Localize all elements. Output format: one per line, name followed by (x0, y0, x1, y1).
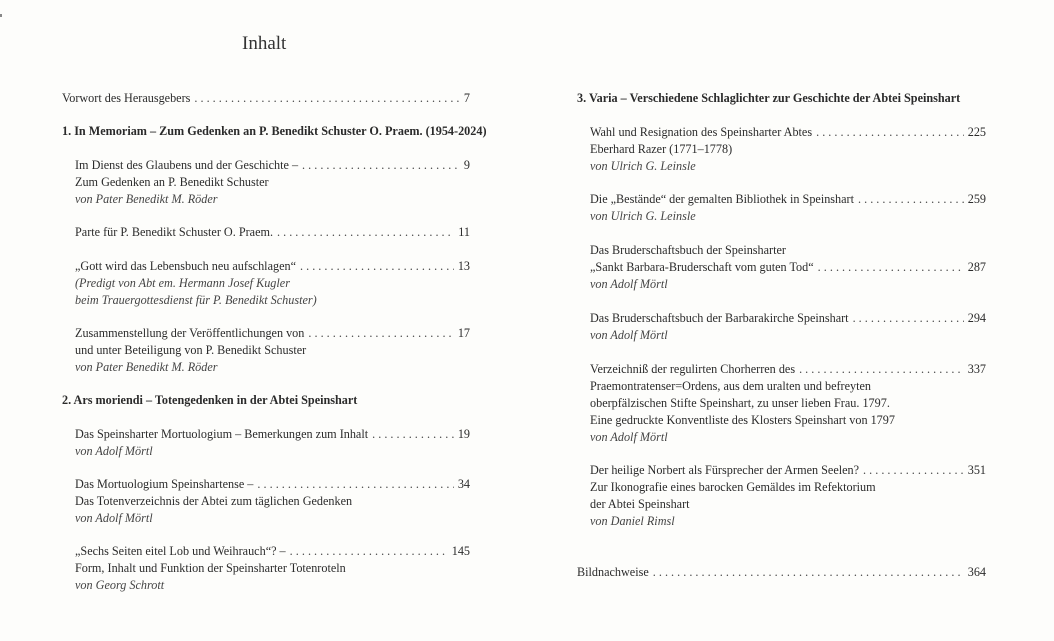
leader-dots (257, 476, 453, 493)
toc-entry-barbara-bruderschaft[interactable] (590, 259, 986, 276)
entry-subtitle: oberpfälzischen Stifte Speinshart, zu unser lieben Frau. 1797. (590, 396, 890, 410)
toc-entry-barbarakirche[interactable] (590, 310, 986, 327)
toc-entry-veroeffentlichungen[interactable] (75, 325, 470, 342)
entry-title: „Gott wird das Lebensbuch neu aufschlagen“ (75, 259, 296, 273)
entry-author: von Ulrich G. Leinsle (590, 159, 696, 173)
entry-author: von Pater Benedikt M. Röder (75, 360, 218, 374)
toc-entry-lebensbuch[interactable] (75, 258, 470, 275)
toc-entry-verzeichniss[interactable] (590, 361, 986, 378)
entry-title: Im Dienst des Glaubens und der Geschichte – (75, 158, 299, 172)
entry-page: 351 (967, 463, 986, 477)
entry-title: Die „Bestände“ der gemalten Bibliothek in Speinshart (590, 192, 854, 206)
section-heading-1: 1. In Memoriam – Zum Gedenken an P. Benedikt Schuster O. Praem. (1954-2024) (62, 124, 487, 138)
entry-title: Zusammenstellung der Veröffentlichungen von (75, 326, 305, 340)
entry-page: 19 (457, 427, 470, 441)
leader-dots (302, 157, 460, 174)
leader-dots (194, 90, 460, 107)
leader-dots (818, 259, 964, 276)
leader-dots (853, 310, 964, 327)
entry-page: 9 (463, 158, 470, 172)
toc-entry-sechs-seiten[interactable] (75, 543, 470, 560)
leader-dots (863, 462, 964, 479)
entry-subtitle: Eine gedruckte Konventliste des Klosters Speinshart von 1797 (590, 413, 895, 427)
leader-dots (308, 325, 453, 342)
entry-page: 17 (457, 326, 470, 340)
entry-subtitle: Das Totenverzeichnis der Abtei zum täglichen Gedenken (75, 494, 353, 508)
leader-dots (653, 564, 964, 581)
leader-dots (858, 191, 964, 208)
entry-note: beim Trauergottesdienst für P. Benedikt Schuster) (75, 293, 317, 307)
entry-title: Vorwort des Herausgebers (62, 91, 191, 105)
leader-dots (372, 426, 454, 443)
entry-title: Das Mortuologium Speinshartense – (75, 477, 254, 491)
leader-dots (300, 258, 454, 275)
entry-title: Der heilige Norbert als Fürsprecher der Armen Seelen? (590, 463, 860, 477)
entry-page: 364 (967, 565, 986, 579)
entry-title: Parte für P. Benedikt Schuster O. Praem. (75, 225, 274, 239)
leader-dots (277, 224, 454, 241)
entry-page: 13 (457, 259, 470, 273)
toc-entry-im-dienst[interactable] (75, 157, 470, 174)
entry-subtitle: Eberhard Razer (1771–1778) (590, 142, 733, 156)
entry-page: 11 (458, 225, 470, 239)
toc-entry-mortuologium-speinshartense[interactable] (75, 476, 470, 493)
entry-subtitle: Praemontratenser=Ordens, aus dem uralten und befreyten (590, 379, 871, 393)
entry-title: Bildnachweise (577, 565, 649, 579)
entry-subtitle: und unter Beteiligung von P. Benedikt Schuster (75, 343, 307, 357)
toc-entry-mortuologium[interactable] (75, 426, 470, 443)
entry-author: von Pater Benedikt M. Röder (75, 192, 218, 206)
entry-title-line1: Das Bruderschaftsbuch der Speinsharter (590, 243, 786, 257)
entry-title: „Sechs Seiten eitel Lob und Weihrauch“? – (75, 544, 286, 558)
entry-author: von Daniel Rimsl (590, 514, 675, 528)
entry-subtitle: Zur Ikonografie eines barocken Gemäldes im Refektorium (590, 480, 876, 494)
entry-author: von Adolf Mörtl (590, 328, 668, 342)
section-heading-3: 3. Varia – Verschiedene Schlaglichter zur Geschichte der Abtei Speinshart (577, 91, 961, 105)
entry-page: 145 (451, 544, 470, 558)
page-title: Inhalt (242, 33, 287, 54)
entry-page: 7 (463, 91, 470, 105)
section-heading-2: 2. Ars moriendi – Totengedenken in der Abtei Speinshart (62, 393, 358, 407)
entry-author: von Adolf Mörtl (590, 430, 668, 444)
entry-page: 225 (967, 125, 986, 139)
entry-page: 337 (967, 362, 986, 376)
entry-subtitle: der Abtei Speinshart (590, 497, 690, 511)
entry-author: von Georg Schrott (75, 578, 165, 592)
entry-page: 34 (457, 477, 470, 491)
toc-entry-bestaende[interactable] (590, 191, 986, 208)
toc-entry-bildnachweise[interactable] (577, 564, 986, 581)
edge-mark (0, 14, 2, 17)
entry-title: Wahl und Resignation des Speinsharter Abtes (590, 125, 813, 139)
leader-dots (290, 543, 448, 560)
entry-title: „Sankt Barbara-Bruderschaft vom guten Tod“ (590, 260, 814, 274)
entry-title: Das Speinsharter Mortuologium – Bemerkungen zum Inhalt (75, 427, 369, 441)
toc-entry-wahl-resignation[interactable] (590, 124, 986, 141)
entry-author: von Adolf Mörtl (590, 277, 668, 291)
entry-page: 294 (967, 311, 986, 325)
entry-author: von Adolf Mörtl (75, 444, 153, 458)
entry-page: 287 (967, 260, 986, 274)
entry-author: von Ulrich G. Leinsle (590, 209, 696, 223)
leader-dots (816, 124, 964, 141)
entry-subtitle: Zum Gedenken an P. Benedikt Schuster (75, 175, 269, 189)
toc-entry-vorwort[interactable] (62, 90, 470, 107)
toc-entry-parte[interactable] (75, 224, 470, 241)
toc-entry-norbert[interactable] (590, 462, 986, 479)
entry-subtitle: Form, Inhalt und Funktion der Speinsharter Totenroteln (75, 561, 346, 575)
entry-title: Das Bruderschaftsbuch der Barbarakirche Speinshart (590, 311, 849, 325)
entry-note: (Predigt von Abt em. Hermann Josef Kugler (75, 276, 290, 290)
entry-author: von Adolf Mörtl (75, 511, 153, 525)
entry-title: Verzeichniß der regulirten Chorherren des (590, 362, 796, 376)
entry-page: 259 (967, 192, 986, 206)
leader-dots (799, 361, 964, 378)
